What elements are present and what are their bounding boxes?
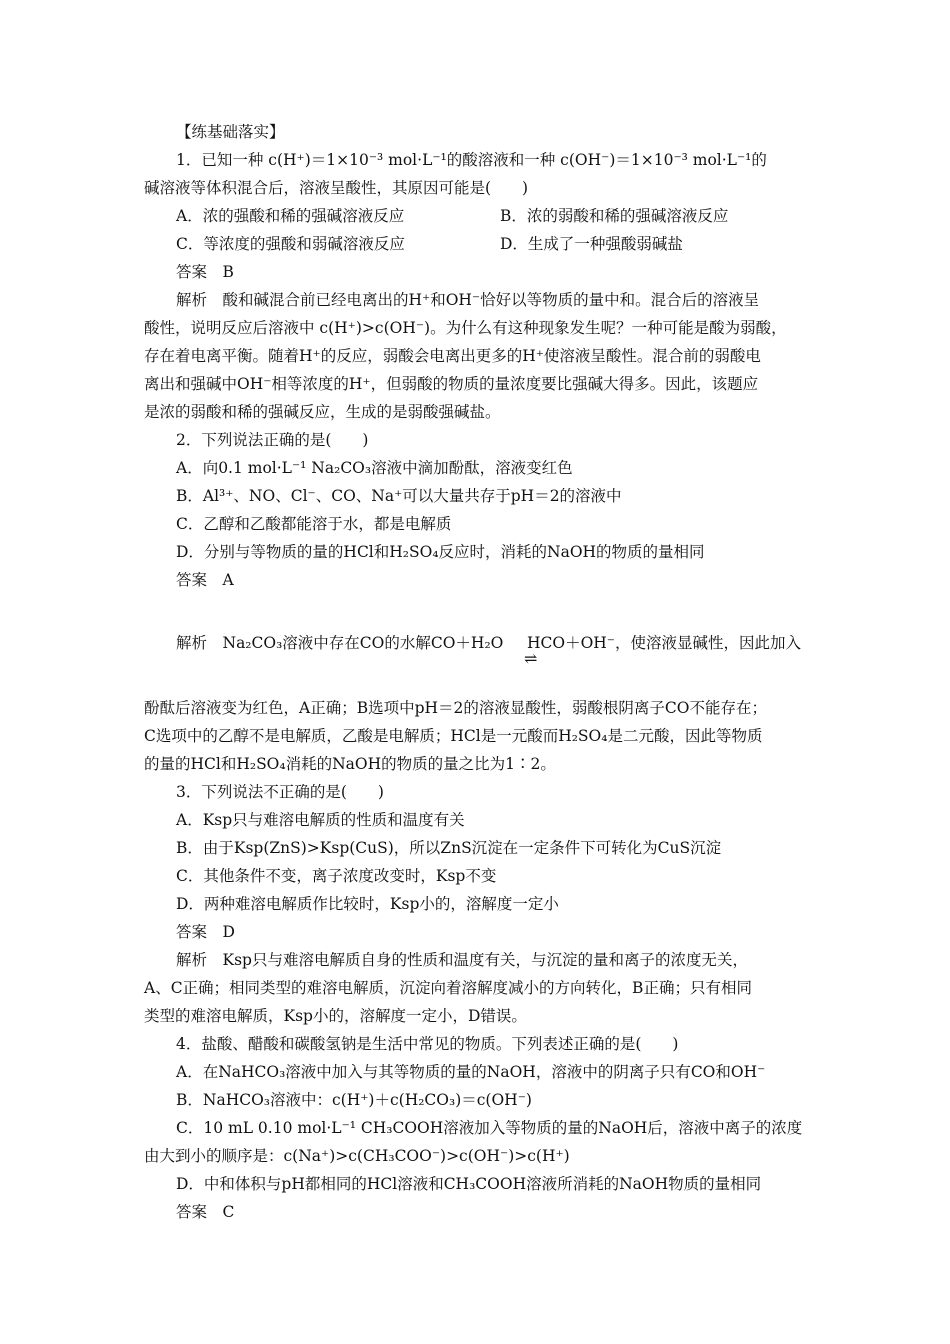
question-3-analysis: 解析 Ksp只与难溶电解质自身的性质和温度有关，与沉淀的量和离子的浓度无关， xyxy=(176,951,748,969)
section-title: 【练基础落实】 xyxy=(176,123,285,141)
question-3-analysis: 类型的难溶电解质，Ksp小的，溶解度一定小，D错误。 xyxy=(144,1007,527,1025)
question-1-analysis: 存在着电离平衡。随着H⁺的反应，弱酸会电离出更多的H⁺使溶液呈酸性。混合前的弱酸电 xyxy=(144,347,761,365)
equilibrium-arrow-icon: ⇌ xyxy=(524,649,538,668)
question-4-option-b: B．NaHCO₃溶液中：c(H⁺)＋c(H₂CO₃)＝c(OH⁻) xyxy=(176,1091,532,1109)
question-3-option-d: D．两种难溶电解质作比较时，Ksp小的，溶解度一定小 xyxy=(176,895,559,913)
question-1-analysis: 酸性，说明反应后溶液中 c(H⁺)>c(OH⁻)。为什么有这种现象发生呢？一种可能是酸为弱酸， xyxy=(144,319,787,337)
question-1-option-a: A．浓的强酸和稀的强碱溶液反应 xyxy=(176,207,405,225)
question-1-stem-cont: 碱溶液等体积混合后，溶液呈酸性，其原因可能是( ) xyxy=(144,179,529,197)
question-2-answer: 答案 A xyxy=(176,571,234,589)
question-3-answer: 答案 D xyxy=(176,923,235,941)
question-3-analysis: A、C正确；相同类型的难溶电解质，沉淀向着溶解度减小的方向转化，B正确；只有相同 xyxy=(144,979,752,997)
question-2-analysis: 酚酞后溶液变为红色，A正确；B选项中pH＝2的溶液显酸性，弱酸根阴离子CO不能存在； xyxy=(144,699,767,717)
question-2-analysis-right: HCO＋OH⁻，使溶液显碱性，因此加入 xyxy=(527,634,801,652)
question-4-stem: 4．盐酸、醋酸和碳酸氢钠是生活中常见的物质。下列表述正确的是( ) xyxy=(176,1035,679,1053)
question-4-option-c: C．10 mL 0.10 mol·L⁻¹ CH₃COOH溶液加入等物质的量的NaOH后，溶液中离子的浓度 xyxy=(176,1119,803,1137)
question-2-analysis: C选项中的乙醇不是电解质，乙酸是电解质；HCl是一元酸而H₂SO₄是二元酸，因此等物质 xyxy=(144,727,763,745)
question-1-option-d: D．生成了一种强酸弱碱盐 xyxy=(500,235,683,253)
question-2-analysis-left: 解析 Na₂CO₃溶液中存在CO的水解CO＋H₂O xyxy=(176,634,504,652)
question-1-analysis: 是浓的弱酸和稀的强碱反应，生成的是弱酸强碱盐。 xyxy=(144,403,501,421)
question-3-stem: 3．下列说法不正确的是( ) xyxy=(176,783,384,801)
question-3-option-b: B．由于Ksp(ZnS)>Ksp(CuS)，所以ZnS沉淀在一定条件下可转化为CuS沉淀 xyxy=(176,839,722,857)
question-2-option-c: C．乙醇和乙酸都能溶于水，都是电解质 xyxy=(176,515,452,533)
question-1-analysis: 解析 酸和碱混合前已经电离出的H⁺和OH⁻恰好以等物质的量中和。混合后的溶液呈 xyxy=(176,291,760,309)
question-2-option-a: A．向0.1 mol·L⁻¹ Na₂CO₃溶液中滴加酚酞，溶液变红色 xyxy=(176,459,573,477)
question-4-option-d: D．中和体积与pH都相同的HCl溶液和CH₃COOH溶液所消耗的NaOH物质的量相同 xyxy=(176,1175,762,1193)
question-3-option-c: C．其他条件不变，离子浓度改变时，Ksp不变 xyxy=(176,867,497,885)
question-1-answer: 答案 B xyxy=(176,263,234,281)
question-3-option-a: A．Ksp只与难溶电解质的性质和温度有关 xyxy=(176,811,465,829)
question-1-analysis: 离出和强碱中OH⁻相等浓度的H⁺，但弱酸的物质的量浓度要比强碱大得多。因此，该题应 xyxy=(144,375,759,393)
question-2-option-d: D．分别与等物质的量的HCl和H₂SO₄反应时，消耗的NaOH的物质的量相同 xyxy=(176,543,705,561)
question-2-option-b: B．Al³⁺、NO、Cl⁻、CO、Na⁺可以大量共存于pH＝2的溶液中 xyxy=(176,487,622,505)
question-1-option-b: B．浓的弱酸和稀的强碱溶液反应 xyxy=(500,207,729,225)
question-1-stem: 1．已知一种 c(H⁺)＝1×10⁻³ mol·L⁻¹的酸溶液和一种 c(OH⁻)＝1×10⁻³ mol·L⁻¹的 xyxy=(176,151,767,169)
question-4-option-a: A．在NaHCO₃溶液中加入与其等物质的量的NaOH，溶液中的阴离子只有CO和OH⁻ xyxy=(176,1063,766,1081)
question-1-option-c: C．等浓度的强酸和弱碱溶液反应 xyxy=(176,235,405,253)
question-2-stem: 2．下列说法正确的是( ) xyxy=(176,431,369,449)
question-4-option-c-cont: 由大到小的顺序是：c(Na⁺)>c(CH₃COO⁻)>c(OH⁻)>c(H⁺) xyxy=(144,1147,570,1165)
question-4-answer: 答案 C xyxy=(176,1203,235,1221)
question-2-analysis: 的量的HCl和H₂SO₄消耗的NaOH的物质的量之比为1∶2。 xyxy=(144,755,556,773)
